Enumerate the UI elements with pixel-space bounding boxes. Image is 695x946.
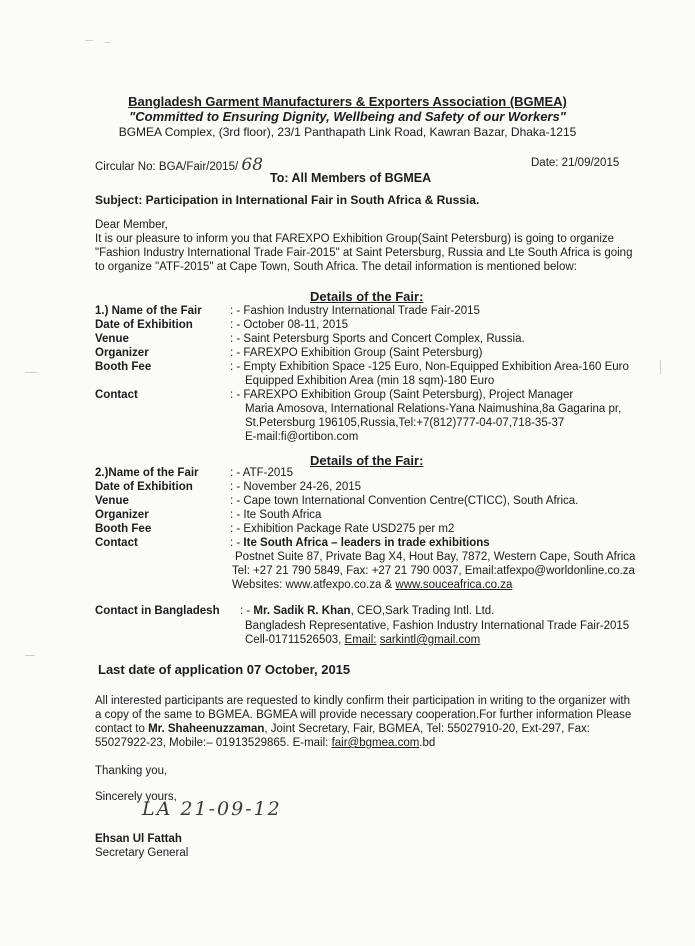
circular-handwritten-number: 68: [241, 155, 264, 175]
fair1-organizer-value: : - FAREXPO Exhibition Group (Saint Petersburg): [230, 347, 483, 359]
bd-contact-value: : - Mr. Sadik R. Khan, CEO,Sark Trading Intl. Ltd.: [240, 605, 495, 617]
org-name: Bangladesh Garment Manufacturers & Exporters Association (BGMEA): [128, 94, 567, 109]
recipient-line: To: All Members of BGMEA: [270, 171, 432, 185]
fair2-contact-websites: Websites: www.atfexpo.co.za & www.souceafrica.co.za: [232, 579, 513, 591]
fair2-date-value: : - November 24-26, 2015: [230, 481, 362, 493]
fair1-contact-label: Contact: [95, 389, 138, 401]
closing-line: a copy of the same to BGMEA. BGMEA will provide necessary cooperation.For further information Please: [95, 709, 632, 721]
closing-line: 55027922-23, Mobile:– 01913529865. E-mail: fair@bgmea.com.bd: [95, 737, 436, 749]
fair1-fee-continued: Equipped Exhibition Area (min 18 sqm)-180 Euro: [245, 375, 495, 387]
fair2-contact-line: Tel: +27 21 790 5849, Fax: +27 21 790 0037, Email:atfexpo@worldonline.co.za: [232, 565, 635, 577]
intro-line: to organize "ATF-2015" at Cape Town, South Africa. The detail information is mentioned below:: [95, 261, 577, 273]
fair1-date-label: Date of Exhibition: [95, 319, 193, 331]
fair1-name-label: 1.) Name of the Fair: [95, 305, 202, 317]
scan-mark: [85, 40, 93, 41]
signatory-title: Secretary General: [95, 847, 189, 859]
scan-mark: [25, 372, 37, 373]
website-link[interactable]: www.souceafrica.co.za: [395, 579, 513, 591]
fair1-fee-label: Booth Fee: [95, 361, 152, 373]
fair1-name-value: : - Fashion Industry International Trade Fair-2015: [230, 305, 480, 317]
closing-line: All interested participants are requested to kindly confirm their participation in writing to the organizer with: [95, 695, 631, 707]
intro-line: It is our pleasure to inform you that FAREXPO Exhibition Group(Saint Petersburg) is going to organize: [95, 233, 615, 245]
fair1-venue-value: : - Saint Petersburg Sports and Concert Complex, Russia.: [230, 333, 525, 345]
fair2-contact-label: Contact: [95, 537, 138, 549]
scan-mark: [105, 42, 110, 43]
circular-number: Circular No: BGA/Fair/2015/ 68: [95, 155, 264, 175]
signatory-name: Ehsan Ul Fattah: [95, 833, 182, 845]
fair2-organizer-value: : - Ite South Africa: [230, 509, 322, 521]
fair2-name-value: : - ATF-2015: [230, 467, 294, 479]
scan-mark: [660, 360, 661, 374]
fair2-name-label: 2.)Name of the Fair: [95, 467, 199, 479]
fair2-venue-label: Venue: [95, 495, 129, 507]
fair2-organizer-label: Organizer: [95, 509, 149, 521]
fair2-date-label: Date of Exhibition: [95, 481, 193, 493]
bd-email-link[interactable]: sarkintl@gmail.com: [379, 634, 481, 646]
handwritten-signature: LA 21-09-12: [142, 798, 282, 820]
subject-line: Subject: Participation in International Fair in South Africa & Russia.: [95, 193, 480, 207]
scan-mark: [25, 655, 35, 656]
org-address: BGMEA Complex, (3rd floor), 23/1 Panthapath Link Road, Kawran Bazar, Dhaka-1215: [118, 125, 577, 139]
thanks-line: Thanking you,: [95, 765, 168, 777]
contact-person: Mr. Shaheenuzzaman: [148, 723, 265, 735]
fair1-heading: Details of the Fair:: [310, 289, 424, 304]
fair2-contact-company: Ite South Africa – leaders in trade exhibitions: [243, 537, 490, 549]
bd-contact-label: Contact in Bangladesh: [95, 605, 220, 617]
application-deadline: Last date of application 07 October, 2015: [98, 662, 351, 677]
sincerely-line: Sincerely yours,: [95, 791, 177, 803]
fair1-contact-line: St.Petersburg 196105,Russia,Tel:+7(812)777-04-07,718-35-37: [245, 417, 565, 429]
fair-email-link[interactable]: fair@bgmea.com: [331, 737, 420, 749]
bd-contact-cell: Cell-01711526503, Email: sarkintl@gmail.com: [245, 634, 481, 646]
fair1-contact-line: Maria Amosova, International Relations-Yana Naimushina,8a Gagarina pr,: [245, 403, 622, 415]
fair1-fee-value: : - Empty Exhibition Space -125 Euro, Non-Equipped Exhibition Area-160 Euro: [230, 361, 629, 373]
intro-line: "Fashion Industry International Trade Fair-2015" at Saint Petersburg, Russia and Lte South Africa is going: [95, 247, 633, 259]
org-tagline: "Committed to Ensuring Dignity, Wellbeing and Safety of our Workers": [129, 109, 566, 124]
fair1-date-value: : - October 08-11, 2015: [230, 319, 349, 331]
fair2-fee-value: : - Exhibition Package Rate USD275 per m2: [230, 523, 455, 535]
fair2-contact-line: Postnet Suite 87, Private Bag X4, Hout Bay, 7872, Western Cape, South Africa: [235, 551, 636, 563]
letter-date: Date: 21/09/2015: [531, 157, 620, 169]
bd-contact-line: Bangladesh Representative, Fashion Industry International Trade Fair-2015: [245, 620, 630, 632]
closing-line: contact to Mr. Shaheenuzzaman, Joint Secretary, Fair, BGMEA, Tel: 55027910-20, Ext-297, Fax:: [95, 723, 590, 735]
fair1-contact-value: : - FAREXPO Exhibition Group (Saint Petersburg), Project Manager: [230, 389, 574, 401]
fair1-contact-email: E-mail:fi@ortibon.com: [245, 431, 359, 443]
bd-contact-name: Mr. Sadik R. Khan: [253, 605, 351, 617]
fair2-venue-value: : - Cape town International Convention Centre(CTICC), South Africa.: [230, 495, 579, 507]
fair2-contact-value: : - Ite South Africa – leaders in trade exhibitions: [230, 537, 490, 549]
fair1-organizer-label: Organizer: [95, 347, 149, 359]
fair1-venue-label: Venue: [95, 333, 129, 345]
fair2-fee-label: Booth Fee: [95, 523, 152, 535]
fair2-heading: Details of the Fair:: [310, 453, 424, 468]
salutation: Dear Member,: [95, 219, 168, 231]
